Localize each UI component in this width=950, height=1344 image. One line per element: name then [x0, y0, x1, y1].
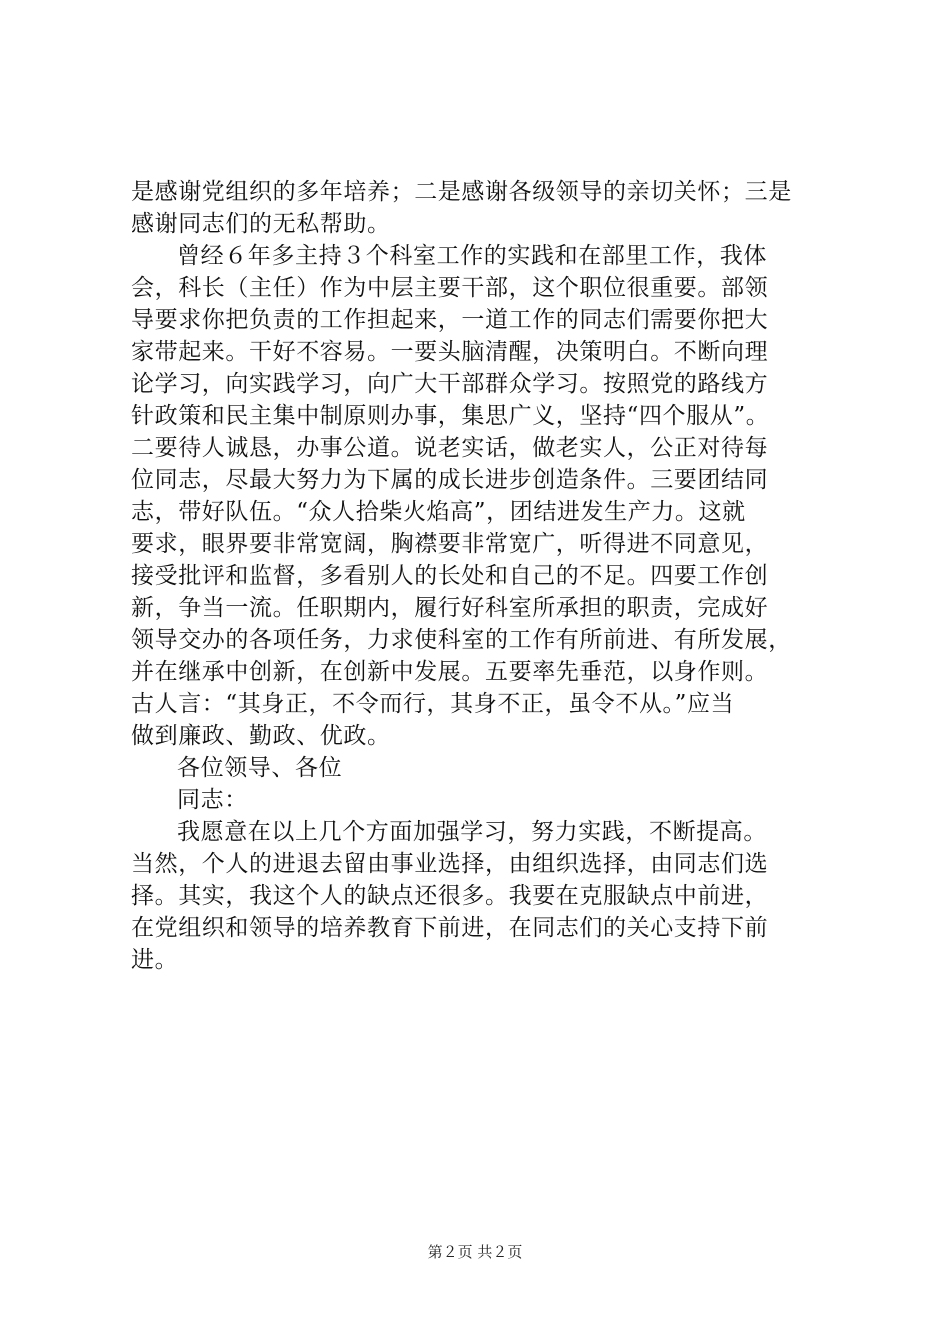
- text-line: 位同志，尽最大努力为下属的成长进步创造条件。三要团结同: [131, 467, 769, 493]
- text-line: 二要待人诚恳，办事公道。说老实话，做老实人，公正对待每: [131, 435, 769, 461]
- text-line: 要求，眼界要非常宽阔，胸襟要非常宽广，听得进不同意见，: [131, 531, 769, 557]
- text-line: 感谢同志们的无私帮助。: [131, 211, 391, 237]
- text-line: 古人言：“其身正，不令而行，其身不正，虽令不从。”应当: [131, 691, 735, 717]
- text-line: 做到廉政、勤政、优政。: [131, 723, 391, 749]
- text-line: 领导交办的各项任务，力求使科室的工作有所前进、有所发展，: [131, 627, 792, 653]
- paragraph-start-line: 我愿意在以上几个方面加强学习，努力实践，不断提高。: [177, 819, 767, 845]
- salutation-line: 同志：: [177, 787, 248, 813]
- page-footer: [0, 1242, 950, 1262]
- text-line: 是感谢党组织的多年培养；二是感谢各级领导的亲切关怀；三是: [131, 179, 792, 205]
- body-text: [131, 176, 831, 976]
- text-line: 接受批评和监督，多看别人的长处和自己的不足。四要工作创: [131, 563, 769, 589]
- paragraph-start-line: 曾经６年多主持３个科室工作的实践和在部里工作，我体: [177, 243, 767, 269]
- text-line: 新，争当一流。任职期内，履行好科室所承担的职责，完成好: [131, 595, 769, 621]
- text-line: 并在继承中创新，在创新中发展。五要率先垂范，以身作则。: [131, 659, 769, 685]
- text-line: 择。其实，我这个人的缺点还很多。我要在克服缺点中前进，: [131, 883, 769, 909]
- salutation-line: 各位领导、各位: [177, 755, 343, 781]
- text-line: 论学习，向实践学习，向广大干部群众学习。按照党的路线方: [131, 371, 769, 397]
- text-line: 会，科长（主任）作为中层主要干部，这个职位很重要。部领: [131, 275, 769, 301]
- text-line: 家带起来。干好不容易。一要头脑清醒，决策明白。不断向理: [131, 339, 769, 365]
- page-number: 第２页 共２页: [427, 1243, 523, 1261]
- text-line: 在党组织和领导的培养教育下前进，在同志们的关心支持下前: [131, 915, 769, 941]
- text-line: 进。: [131, 947, 179, 973]
- text-line: 当然，个人的进退去留由事业选择，由组织选择，由同志们选: [131, 851, 769, 877]
- text-line: 导要求你把负责的工作担起来，一道工作的同志们需要你把大: [131, 307, 769, 333]
- text-line: 志，带好队伍。“众人拾柴火焰高”，团结进发生产力。这就: [131, 499, 746, 525]
- text-line: 针政策和民主集中制原则办事，集思广义，坚持“四个服从”。: [131, 403, 770, 429]
